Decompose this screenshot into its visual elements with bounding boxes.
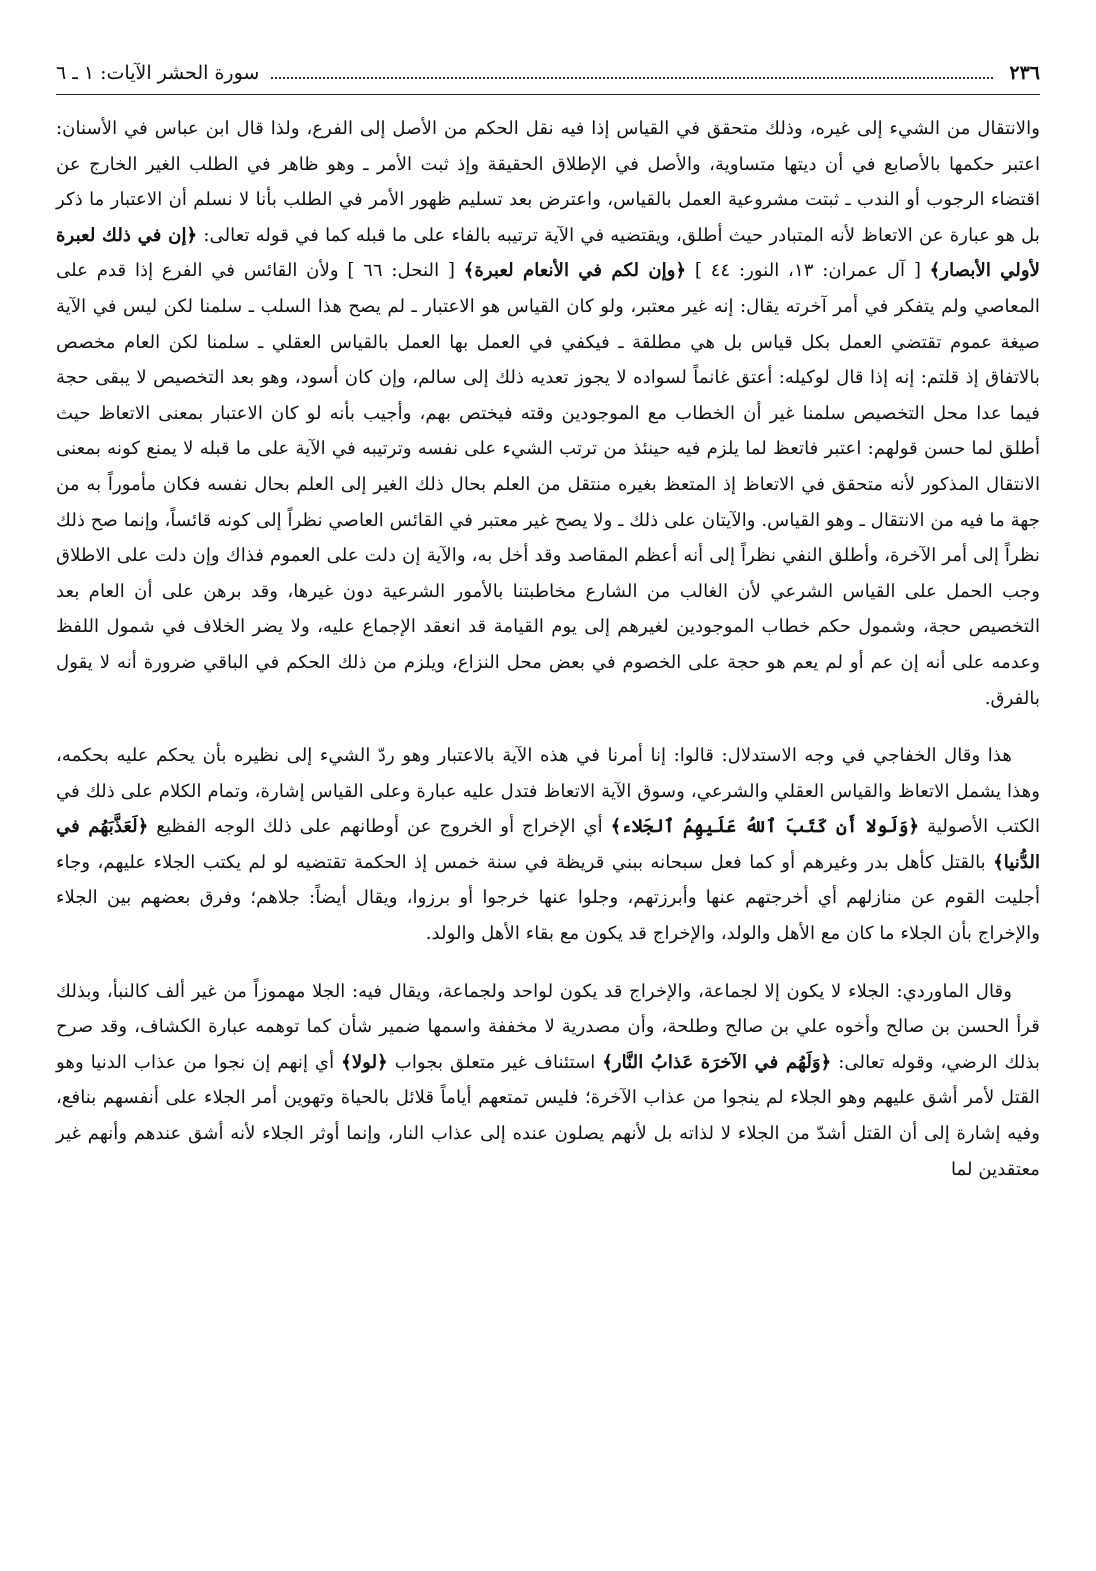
paragraph-text: هذا وقال الخفاجي في وجه الاستدلال: قالوا: إنا أمرنا في هذه الآية بالاعتبار وهو ردّ الشيء إلى نظيره بأن يحكم عليه بحكمه، وهذا يشمل الاتعاظ والقياس العقلي والشرعي، وسوق الآية الاتعاظ فتدل عليه عبارة وعلى القياس إشارة، وتمام الكلام على ذلك في الكتب الأصولية [56,745,1041,838]
paragraph-text: أي الإخراج أو الخروج عن أوطانهم على ذلك الوجه الفظيع [148,816,611,838]
quran-quote: ﴿لولا﴾ [341,1051,388,1073]
page-number: ٢٣٦ [1009,62,1040,84]
header-dot-leader [271,61,993,79]
quran-quote: ﴿وإن لكم في الأنعام لعبرة﴾ [463,260,687,282]
paragraph-text: [ النحل: ٦٦ ] ولأن القائس في الفرع إذا قدم على المعاصي ولم يتفكر في أمر آخرته يقال: إنه غير معتبر، ولو كان القياس هو الاعتبار ـ لم يصح هذا السلب ـ سلمنا لكن ليس في الآية صيغة عموم تقتضي العمل بكل قياس بل هي مطلقة ـ فيكفي في العمل بها العمل بالقياس العقلي ـ سلمنا لكن العام مخصص بالاتفاق إذ قلتم: إنه إذا قال لوكيله: أعتق غانماً لسواده لا يجوز تعديه ذلك إلى سالم، وإن كان أسود، وهو بعد التخصيص لا يبقى حجة فيما عدا محل التخصيص سلمنا غير أن الخطاب مع الموجودين وقته فيختص بهم، وأجيب بأنه لو كان الاعتبار بمعنى الاتعاظ حيث أطلق لما حسن قولهم: اعتبر فاتعظ لما يلزم فيه حينئذ من ترتب الشيء على نفسه وترتيبه في الآية على ما قبله لا يمنع كونه بمعنى الانتقال المذكور لأنه متحقق في الاتعاظ إذ المتعظ بغيره منتقل من العلم بحال ذلك الغير إلى العلم بحال نفسه فكان مأموراً به من جهة ما فيه من الانتقال ـ وهو القياس. والآيتان على ذلك ـ ولا يصح غير معتبر في القائس العاصي نظراً إلى كونه قائساً، وإنما صح ذلك نظراً إلى أمر الآخرة، وأطلق النفي نظراً إلى أنه أعظم المقاصد وقد أخل به، والآية إن دلت على العموم فذاك وإن دلت على الاطلاق وجب الحمل على القياس الشرعي لأن الغالب من الشارع مخاطبتنا بالأمور الشرعية دون غيرها، وقد برهن على أن العام بعد التخصيص حجة، وشمول حكم خطاب الموجودين لغيرهم إلى يوم القيامة قد انعقد الإجماع عليه، ولا يضر الخلاف في شمول اللفظ وعدمه على أنه إن عم أو لم يعم هو حجة على الخصوم في بعض محل النزاع، ويلزم من ذلك الحكم في الباقي ضرورة أنه لا يقول بالفرق. [56,260,1040,709]
paragraph-text: بالقتل كأهل بدر وغيرهم أو كما فعل سبحانه ببني قريظة في سنة خمس إذ الحكمة تقتضيه لو لم يكتب الجلاء عليهم، وجاء أجليت القوم عن منازلهم أي أخرجتهم عنها وأبرزتهم، وجلوا عنها خرجوا أو برزوا، ويقال أيضاً: جلاهم؛ وفرق بعضهم بين الجلاء والإخراج بأن الجلاء ما كان مع الأهل والولد، والإخراج قد يكون مع بقاء الأهل والولد. [56,851,1040,945]
paragraph-text: والانتقال من الشيء إلى غيره، وذلك متحقق في القياس إذا فيه نقل الحكم من الأصل إلى الفرع، ولذا قال ابن عباس في الأسنان: اعتبر حكمها بالأصابع في أن ديتها متساوية، والأصل في الإطلاق الحقيقة وإذ ثبت الأمر ـ وهو ظاهر في الطلب الغير الخارج عن اقتضاء الرجوب أو الندب ـ ثبتت مشروعية العمل بالقياس، واعترض بعد تسليم ظهور الأمر في الطلب بأنا لا نسلم أن الاعتبار ما ذكر بل هو عبارة عن الاتعاظ لأنه المتبادر حيث أطلق، ويقتضيه في الآية ترتيبه بالفاء على ما قبله كما في قوله تعالى: [56,118,1040,246]
paragraph-2 [56,738,1040,952]
paragraph-text: [ آل عمران: ١٣، النور: ٤٤ ] [686,260,930,282]
paragraph-text: استئناف غير متعلق بجواب [387,1051,603,1073]
paragraph-text: أي إنهم إن نجوا من عذاب الدنيا وهو القتل لأمر أشق عليهم وهو الجلاء لم ينجوا من عذاب الآخرة؛ فليس تمتعهم أياماً قلائل بالحياة وتهوين أمر الجلاء على أنفسهم بنافع، وفيه إشارة إلى أن القتل أشدّ من الجلاء لا لذاته بل لأنهم يصلون عنده إلى عذاب النار، وإنما أوثر الجلاء لأنه أشق عندهم وأنهم غير معتقدين لما [56,1051,1040,1180]
quran-quote: ﴿إن في ذلك لعبرة لأولي الأبصار﴾ [56,224,1040,282]
paragraph-1 [56,111,1040,716]
paragraph-3 [56,974,1040,1188]
page [56,58,1040,1541]
paragraph-text: وقال الماوردي: الجلاء لا يكون إلا لجماعة، والإخراج قد يكون لواحد ولجماعة، ويقال فيه: الجلا مهموزاً من غير ألف كالنبأ، وبذلك قرأ الحسن بن صالح وأخوه علي بن صالح وطلحة، وأن مصدرية لا مخففة واسمها ضمير شأن كما توهمه عبارة الكشاف، وقد صرح بذلك الرضي، وقوله تعالى: [56,980,1040,1073]
quran-quote: ﴿وَلَولا أَن كَتَبَ ٱللهُ عَلَيهِمُ ٱلجَلاء﴾ [610,816,920,838]
running-header [56,58,1040,95]
quran-quote: ﴿لَعَذَّبَهُم في الدُّنيا﴾ [56,816,1040,873]
body-text [56,111,1040,1187]
quran-quote: ﴿وَلَهُم في الآخرَة عَذابُ النَّار﴾ [602,1051,832,1073]
running-title: سورة الحشر الآيات: ١ ـ ٦ [56,62,260,84]
